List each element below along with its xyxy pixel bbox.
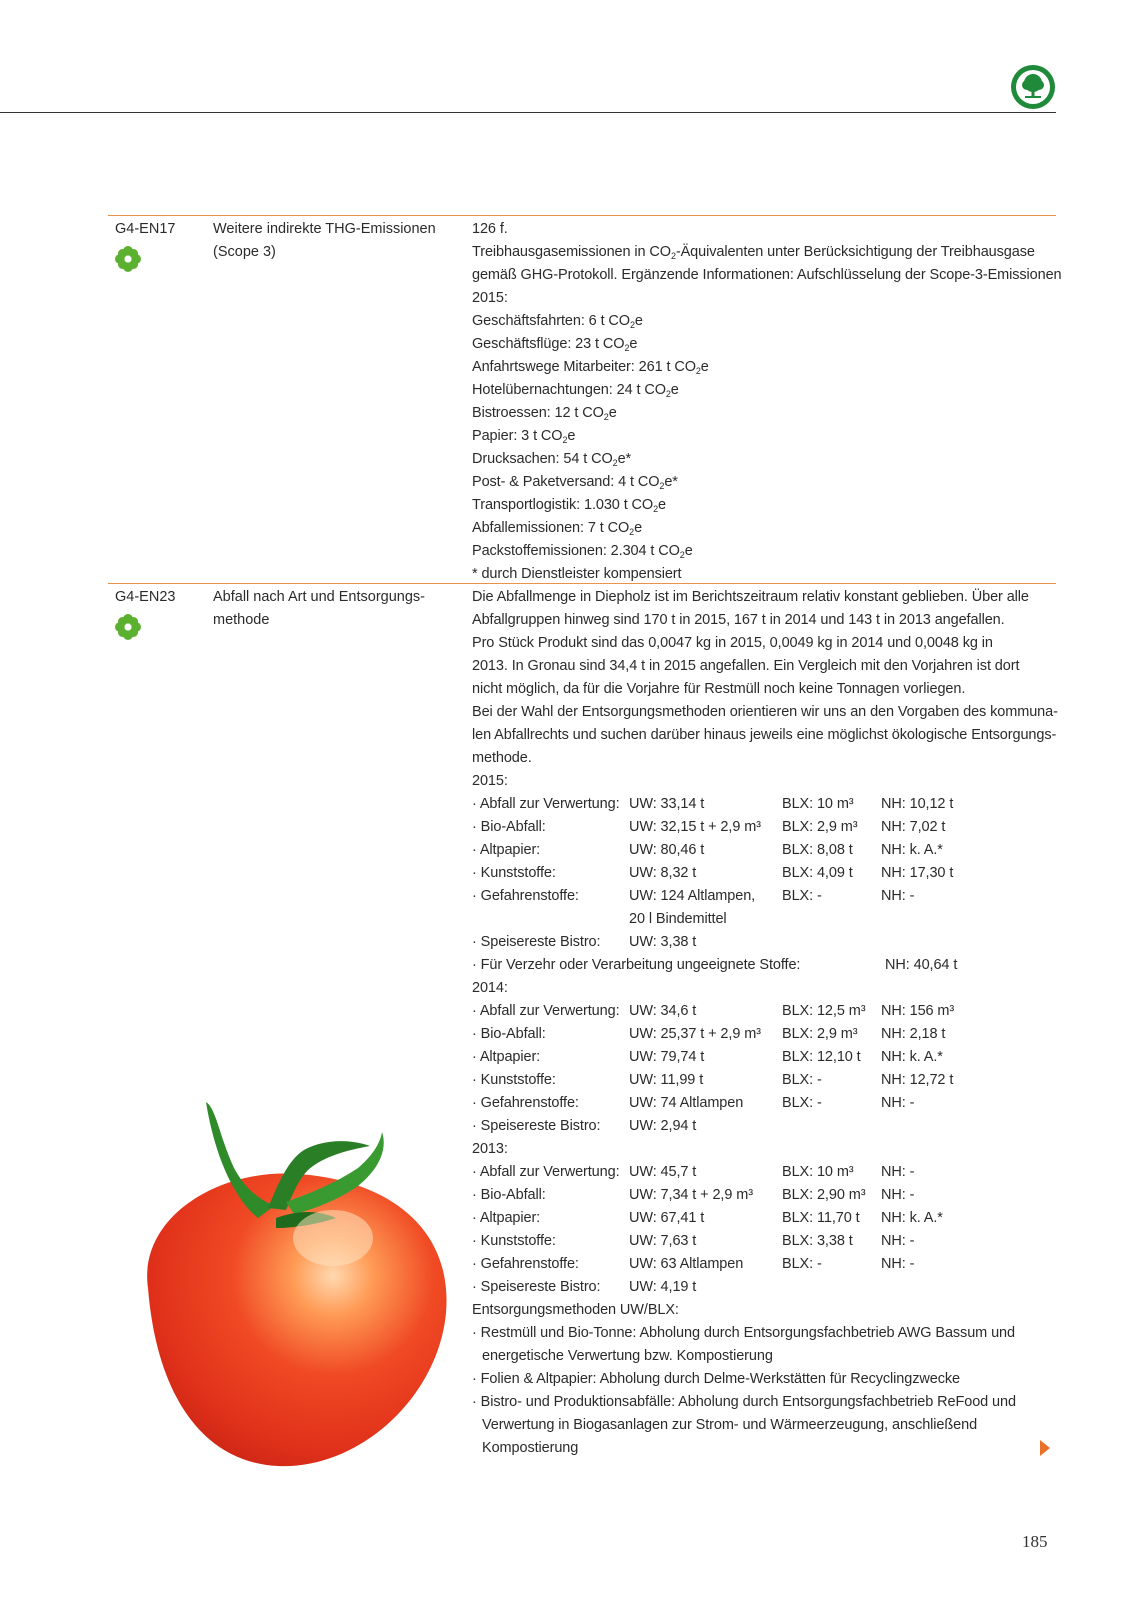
emission-suffix: e — [700, 359, 709, 375]
emission-item — [472, 517, 1057, 540]
value-nh: NH: k. A.* — [881, 1049, 943, 1065]
value-uw: UW: 79,74 t — [629, 1049, 705, 1065]
title-line: Weitere indirekte THG-Emissionen — [213, 221, 436, 237]
year-heading: 2014: — [472, 980, 508, 996]
value-uw: UW: 3,38 t — [629, 934, 697, 950]
waste-row — [472, 1253, 1057, 1276]
emissions-list — [472, 310, 1057, 563]
value-blx: BLX: 12,10 t — [782, 1049, 861, 1065]
value-uw: UW: 32,15 t + 2,9 m³ — [629, 819, 761, 835]
row-divider — [108, 215, 1056, 216]
waste-row-extra — [472, 954, 1057, 977]
emission-suffix: e* — [664, 474, 678, 490]
subscript: 2 — [624, 343, 630, 353]
next-page-arrow-icon[interactable] — [1040, 1440, 1050, 1456]
value-blx: BLX: 10 m³ — [782, 1164, 854, 1180]
value-uw: UW: 45,7 t — [629, 1164, 697, 1180]
value-nh: NH: 156 m³ — [881, 1003, 955, 1019]
value-blx: BLX: - — [782, 888, 822, 904]
emission-suffix: e* — [617, 451, 632, 467]
flower-icon — [114, 245, 142, 273]
emission-item — [472, 310, 1057, 333]
waste-category: · Abfall zur Verwertung: — [472, 796, 620, 812]
value-nh: NH: - — [881, 1164, 915, 1180]
subscript: 2 — [612, 458, 618, 468]
waste-category: · Abfall zur Verwertung: — [472, 1003, 620, 1019]
method-item: · Folien & Altpapier: Abholung durch Delme-Werkstätten für Recyclingzwecke — [472, 1371, 960, 1387]
waste-row — [472, 1161, 1057, 1184]
indicator-title — [213, 218, 443, 264]
waste-row — [472, 1000, 1057, 1023]
flower-icon — [114, 613, 142, 641]
value-uw: UW: 4,19 t — [629, 1279, 697, 1295]
header-rule — [0, 112, 1056, 113]
emission-item — [472, 494, 1057, 517]
waste-row — [472, 793, 1057, 816]
value-blx: BLX: 11,70 t — [782, 1210, 860, 1226]
emission-item — [472, 356, 1057, 379]
value-nh: NH: - — [881, 1187, 915, 1203]
value-blx: BLX: - — [782, 1095, 822, 1111]
waste-category: · Kunststoffe: — [472, 1233, 556, 1249]
emission-label: Geschäftsflüge: 23 t CO — [472, 336, 625, 352]
waste-row — [472, 885, 1057, 908]
title-line: Abfall nach Art und Entsorgungs- — [213, 589, 425, 605]
intro-line: 2015: — [472, 290, 508, 306]
value-uw: UW: 67,41 t — [629, 1210, 705, 1226]
waste-category: · Gefahrenstoffe: — [472, 888, 579, 904]
value-uw: UW: 8,32 t — [629, 865, 697, 881]
value-uw: UW: 33,14 t — [629, 796, 705, 812]
year-heading: 2015: — [472, 773, 508, 789]
emission-label: Anfahrtswege Mitarbeiter: 261 t CO — [472, 359, 696, 375]
emission-suffix: e — [658, 497, 666, 513]
waste-row — [472, 1023, 1057, 1046]
value-uw: UW: 80,46 t — [629, 842, 705, 858]
paragraph-line: Pro Stück Produkt sind das 0,0047 kg in 2015, 0,0049 kg in 2014 und 0,0048 kg in — [472, 635, 993, 651]
value-uw: UW: 7,34 t + 2,9 m³ — [629, 1187, 753, 1203]
waste-category: · Speisereste Bistro: — [472, 934, 601, 950]
waste-row — [472, 1069, 1057, 1092]
emission-label: Geschäftsfahrten: 6 t CO — [472, 313, 630, 329]
subscript: 2 — [679, 550, 685, 560]
value-blx: BLX: 2,90 m³ — [782, 1187, 866, 1203]
waste-category: · Gefahrenstoffe: — [472, 1256, 579, 1272]
indicator-content — [472, 218, 1062, 586]
waste-category: · Kunststoffe: — [472, 865, 556, 881]
page-reference: 126 f. — [472, 221, 508, 237]
waste-row — [472, 1184, 1057, 1207]
value-uw: UW: 11,99 t — [629, 1072, 704, 1088]
method-item-cont: Kompostierung — [482, 1440, 579, 1456]
title-line: (Scope 3) — [213, 244, 276, 260]
waste-row — [472, 908, 1057, 931]
waste-row — [472, 1230, 1057, 1253]
waste-category: · Bio-Abfall: — [472, 819, 546, 835]
waste-row — [472, 816, 1057, 839]
value-blx: BLX: - — [782, 1072, 822, 1088]
waste-category: · Altpapier: — [472, 1210, 541, 1226]
waste-row — [472, 839, 1057, 862]
value-uw: UW: 7,63 t — [629, 1233, 697, 1249]
subscript: 2 — [695, 366, 701, 376]
value-uw: 20 l Bindemittel — [629, 911, 727, 927]
waste-row — [472, 1276, 1057, 1299]
footnote: * durch Dienstleister kompensiert — [472, 566, 682, 582]
value-blx: BLX: 12,5 m³ — [782, 1003, 866, 1019]
subscript: 2 — [603, 412, 609, 422]
subscript: 2 — [653, 504, 659, 514]
value-blx: BLX: 4,09 t — [782, 865, 853, 881]
subscript: 2 — [629, 320, 635, 330]
paragraph-line: nicht möglich, da für die Vorjahre für Restmüll noch keine Tonnagen vorliegen. — [472, 681, 966, 697]
waste-category: · Gefahrenstoffe: — [472, 1095, 579, 1111]
emission-label: Post- & Paketversand: 4 t CO — [472, 474, 660, 490]
value-nh: NH: - — [881, 888, 915, 904]
value-blx: BLX: 2,9 m³ — [782, 1026, 858, 1042]
emission-suffix: e — [608, 405, 617, 421]
paragraph-line: Die Abfallmenge in Diepholz ist im Berichtszeitraum relativ konstant geblieben. Über alle — [472, 589, 1029, 605]
method-item-cont: Verwertung in Biogasanlagen zur Strom- und Wärmeerzeugung, anschließend — [482, 1417, 978, 1433]
waste-category: · Bio-Abfall: — [472, 1026, 546, 1042]
waste-row — [472, 862, 1057, 885]
subscript: 2 — [629, 527, 635, 537]
waste-row — [472, 1092, 1057, 1115]
emission-suffix: e — [684, 543, 693, 559]
value-uw: UW: 63 Altlampen — [629, 1256, 744, 1272]
emission-label: Hotelübernachtungen: 24 t CO — [472, 382, 666, 398]
value-nh: NH: - — [881, 1256, 915, 1272]
emission-label: Transportlogistik: 1.030 t CO — [472, 497, 654, 513]
paragraph-line: 2013. In Gronau sind 34,4 t in 2015 angefallen. Ein Vergleich mit den Vorjahren ist dort — [472, 658, 1020, 674]
waste-category: · Altpapier: — [472, 842, 541, 858]
value-nh: NH: k. A.* — [881, 842, 943, 858]
value-blx: BLX: 3,38 t — [782, 1233, 853, 1249]
paragraph-line: Abfallgruppen hinweg sind 170 t in 2015, 167 t in 2014 und 143 t in 2013 angefallen. — [472, 612, 1005, 628]
intro-line: gemäß GHG-Protokoll. Ergänzende Informationen: Aufschlüsselung der Scope-3-Emissionen — [472, 267, 1062, 283]
intro-line — [472, 241, 1057, 264]
emission-item — [472, 425, 1057, 448]
value-blx: BLX: - — [782, 1256, 822, 1272]
subscript: 2 — [659, 481, 665, 491]
value-blx: BLX: 10 m³ — [782, 796, 854, 812]
value-nh: NH: - — [881, 1095, 915, 1111]
value-blx: BLX: 2,9 m³ — [782, 819, 858, 835]
intro-text: Treibhausgasemissionen in CO — [472, 244, 671, 260]
emission-suffix: e — [634, 520, 643, 536]
waste-category: · Kunststoffe: — [472, 1072, 556, 1088]
paragraph-line: Bei der Wahl der Entsorgungsmethoden orientieren wir uns an den Vorgaben des kommuna- — [472, 704, 1058, 720]
emission-suffix: e — [634, 313, 643, 329]
waste-row — [472, 931, 1057, 954]
emission-label: Drucksachen: 54 t CO — [472, 451, 613, 467]
tomato-illustration — [108, 1098, 468, 1470]
subscript: 2 — [670, 251, 676, 261]
subscript: 2 — [562, 435, 568, 445]
method-item: · Bistro- und Produktionsabfälle: Abholung durch Entsorgungsfachbetrieb ReFood und — [472, 1394, 1016, 1410]
value-nh: NH: 10,12 t — [881, 796, 954, 812]
emission-label: Bistroessen: 12 t CO — [472, 405, 604, 421]
emission-suffix: e — [670, 382, 679, 398]
waste-row — [472, 1207, 1057, 1230]
indicator-code: G4-EN23 — [115, 589, 176, 605]
emission-label: Papier: 3 t CO — [472, 428, 563, 444]
value-nh: NH: 2,18 t — [881, 1026, 946, 1042]
value-nh: NH: 12,72 t — [881, 1072, 954, 1088]
waste-category: · Speisereste Bistro: — [472, 1118, 601, 1134]
value-nh: NH: k. A.* — [881, 1210, 943, 1226]
page-number: 185 — [1022, 1532, 1048, 1551]
row-divider — [108, 583, 1056, 584]
emission-label: Abfallemissionen: 7 t CO — [472, 520, 630, 536]
subscript: 2 — [665, 389, 671, 399]
waste-category: · Speisereste Bistro: — [472, 1279, 601, 1295]
waste-category: · Altpapier: — [472, 1049, 541, 1065]
value-uw: UW: 2,94 t — [629, 1118, 697, 1134]
value-uw: UW: 34,6 t — [629, 1003, 697, 1019]
value-nh: NH: 40,64 t — [885, 957, 958, 973]
waste-category: · Für Verzehr oder Verarbeitung ungeeignete Stoffe: — [472, 957, 801, 973]
waste-category: · Abfall zur Verwertung: — [472, 1164, 620, 1180]
waste-row — [472, 1115, 1057, 1138]
title-line: methode — [213, 612, 270, 628]
emission-item — [472, 333, 1057, 356]
method-item-cont: energetische Verwertung bzw. Kompostierung — [482, 1348, 773, 1364]
value-blx: BLX: 8,08 t — [782, 842, 853, 858]
emission-suffix: e — [629, 336, 638, 352]
waste-row — [472, 1046, 1057, 1069]
year-heading: 2013: — [472, 1141, 508, 1157]
emission-suffix: e — [567, 428, 576, 444]
tree-logo-icon — [1010, 64, 1056, 110]
emission-item — [472, 540, 1057, 563]
value-uw: UW: 124 Altlampen, — [629, 888, 756, 904]
emission-item — [472, 379, 1057, 402]
value-uw: UW: 74 Altlampen — [629, 1095, 744, 1111]
paragraph-line: methode. — [472, 750, 532, 766]
value-nh: NH: 17,30 t — [881, 865, 954, 881]
emission-item — [472, 448, 1057, 471]
indicator-title — [213, 586, 443, 632]
waste-category: · Bio-Abfall: — [472, 1187, 546, 1203]
indicator-code: G4-EN17 — [115, 221, 176, 237]
value-nh: NH: 7,02 t — [881, 819, 946, 835]
emission-item — [472, 402, 1057, 425]
method-item: · Restmüll und Bio-Tonne: Abholung durch Entsorgungsfachbetrieb AWG Bassum und — [472, 1325, 1015, 1341]
emission-item — [472, 471, 1057, 494]
indicator-content — [472, 586, 1057, 1460]
value-nh: NH: - — [881, 1233, 915, 1249]
paragraph-line: len Abfallrechts und suchen darüber hinaus jeweils eine möglichst ökologische Entsorgungs- — [472, 727, 1057, 743]
intro-text: -Äquivalenten unter Berücksichtigung der Treibhausgase — [675, 244, 1035, 260]
emission-label: Packstoffemissionen: 2.304 t CO — [472, 543, 680, 559]
value-uw: UW: 25,37 t + 2,9 m³ — [629, 1026, 761, 1042]
methods-heading: Entsorgungsmethoden UW/BLX: — [472, 1302, 679, 1318]
